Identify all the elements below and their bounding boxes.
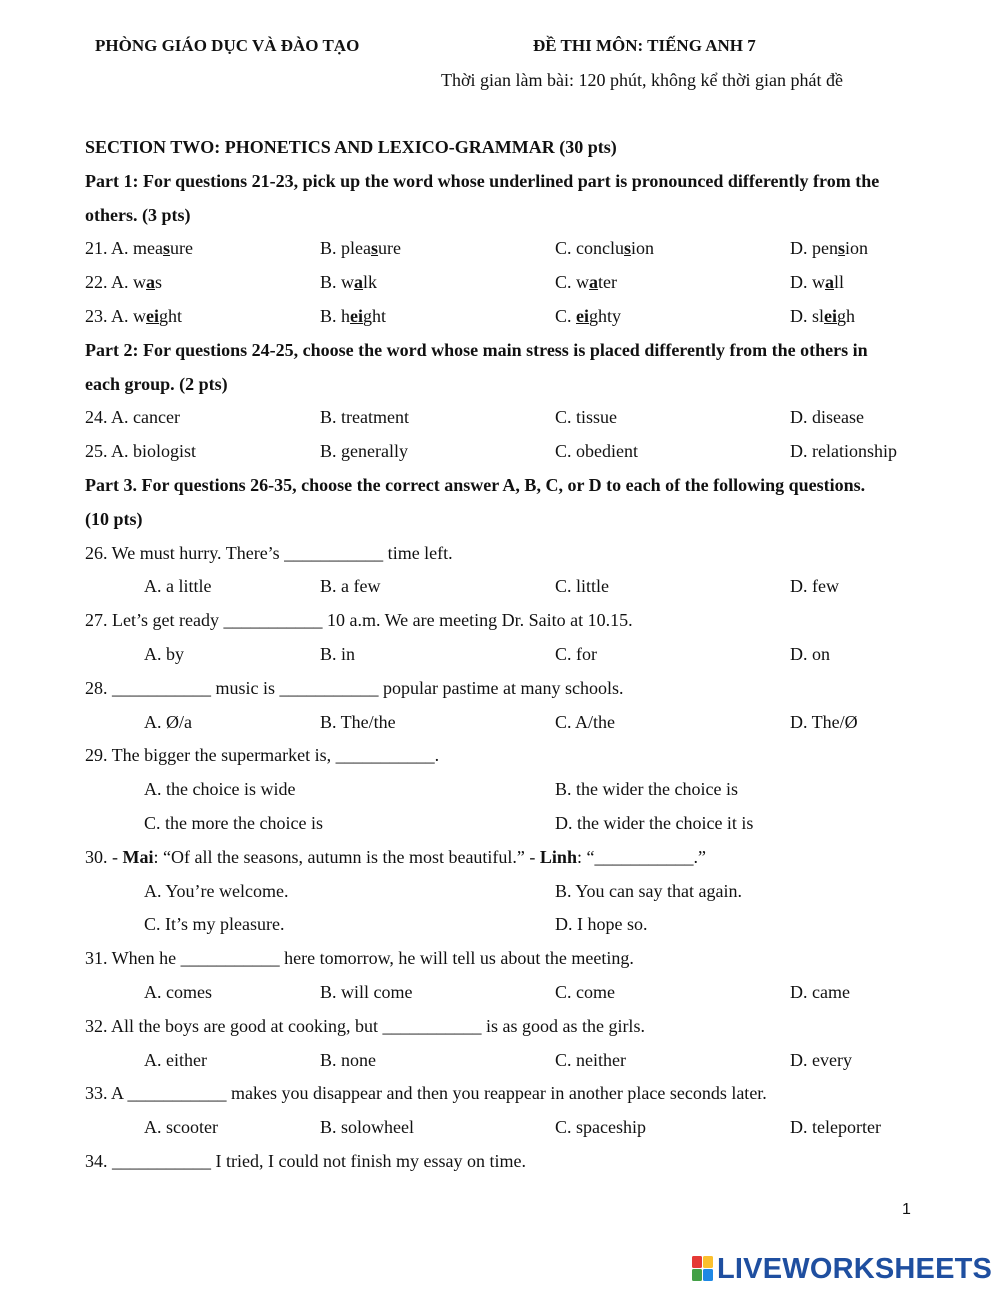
question-28-options: [85, 706, 955, 740]
liveworksheets-logo[interactable]: [692, 1252, 992, 1286]
option-31a[interactable]: A. comes: [144, 981, 212, 1002]
question-28-stem: 28. ___________ music is ___________ popular pastime at many schools.: [85, 677, 624, 698]
time-note: Thời gian làm bài: 120 phút, không kể thời gian phát đề: [441, 70, 843, 90]
speaker-linh: Linh: [539, 846, 577, 867]
part1-instruction-cont: others. (3 pts): [85, 204, 191, 225]
question-29-options-row1: [85, 773, 955, 807]
option-26a[interactable]: A. a little: [144, 576, 212, 597]
question-34-stem: 34. ___________ I tried, I could not finish my essay on time.: [85, 1150, 526, 1171]
part1-instruction: Part 1: For questions 21-23, pick up the word whose underlined part is pronounced differently from the: [85, 170, 880, 191]
option-23a[interactable]: 23. A. weight: [85, 305, 183, 326]
option-25a[interactable]: 25. A. biologist: [85, 441, 197, 462]
option-21c[interactable]: C. conclusion: [555, 238, 655, 259]
option-26c[interactable]: C. little: [555, 576, 609, 597]
option-24d[interactable]: D. disease: [790, 407, 864, 428]
question-27-options: [85, 638, 955, 672]
option-32d[interactable]: D. every: [790, 1049, 852, 1070]
speaker-mai: Mai: [122, 846, 154, 867]
question-25: [85, 435, 955, 469]
option-28c[interactable]: C. A/the: [555, 711, 616, 732]
option-27d[interactable]: D. on: [790, 643, 830, 664]
option-25d[interactable]: D. relationship: [790, 441, 897, 462]
question-21: [85, 232, 955, 266]
option-31c[interactable]: C. come: [555, 981, 615, 1002]
question-23: [85, 300, 955, 334]
part3-instruction-cont: (10 pts): [85, 508, 143, 529]
option-31d[interactable]: D. came: [790, 981, 850, 1002]
option-30d[interactable]: D. I hope so.: [555, 914, 648, 935]
option-33c[interactable]: C. spaceship: [555, 1117, 646, 1138]
option-22b[interactable]: B. walk: [320, 272, 378, 293]
question-24: [85, 401, 955, 435]
option-29c[interactable]: C. the more the choice is: [144, 812, 323, 833]
option-26b[interactable]: B. a few: [320, 576, 381, 597]
question-33-options: [85, 1111, 955, 1145]
liveworksheets-logo-icon: [692, 1256, 714, 1282]
question-30-stem: 30. - Mai: “Of all the seasons, autumn is the most beautiful.” - Linh: “___________.”: [85, 846, 706, 867]
option-30b[interactable]: B. You can say that again.: [555, 880, 742, 901]
option-30a[interactable]: A. You’re welcome.: [144, 880, 289, 901]
option-32a[interactable]: A. either: [144, 1049, 207, 1070]
option-27a[interactable]: A. by: [144, 643, 184, 664]
option-32b[interactable]: B. none: [320, 1049, 376, 1070]
question-33-stem: 33. A ___________ makes you disappear and then you reappear in another place seconds later.: [85, 1083, 767, 1104]
option-28a[interactable]: A. Ø/a: [144, 711, 192, 732]
question-27-stem: 27. Let’s get ready ___________ 10 a.m. We are meeting Dr. Saito at 10.15.: [85, 610, 633, 631]
option-25c[interactable]: C. obedient: [555, 441, 638, 462]
option-23b[interactable]: B. height: [320, 305, 387, 326]
option-29b[interactable]: B. the wider the choice is: [555, 779, 738, 800]
part2-instruction-cont: each group. (2 pts): [85, 373, 228, 394]
option-33b[interactable]: B. solowheel: [320, 1117, 414, 1138]
question-31-options: [85, 976, 955, 1010]
option-28d[interactable]: D. The/Ø: [790, 711, 858, 732]
option-30c[interactable]: C. It’s my pleasure.: [144, 914, 285, 935]
option-27b[interactable]: B. in: [320, 643, 356, 664]
department-heading: PHÒNG GIÁO DỤC VÀ ĐÀO TẠO: [95, 36, 360, 55]
option-22a[interactable]: 22. A. was: [85, 272, 163, 293]
option-21a[interactable]: 21. A. measure: [85, 238, 193, 259]
question-29-stem: 29. The bigger the supermarket is, ___________.: [85, 745, 440, 766]
part3-instruction: Part 3. For questions 26-35, choose the correct answer A, B, C, or D to each of the following questions.: [85, 474, 866, 495]
section-title: SECTION TWO: PHONETICS AND LEXICO-GRAMMAR (30 pts): [85, 137, 617, 157]
option-33d[interactable]: D. teleporter: [790, 1117, 881, 1138]
option-24b[interactable]: B. treatment: [320, 407, 409, 428]
option-22d[interactable]: D. wall: [790, 272, 845, 293]
question-22: [85, 266, 955, 300]
exam-title: ĐỀ THI MÔN: TIẾNG ANH 7: [533, 36, 756, 55]
question-32-stem: 32. All the boys are good at cooking, but ___________ is as good as the girls.: [85, 1015, 645, 1036]
option-23c[interactable]: C. eighty: [555, 305, 622, 326]
option-29a[interactable]: A. the choice is wide: [144, 779, 296, 800]
option-26d[interactable]: D. few: [790, 576, 839, 597]
part2-instruction: Part 2: For questions 24-25, choose the word whose main stress is placed differently from the others in: [85, 339, 868, 360]
question-29-options-row2: [85, 807, 955, 841]
option-21d[interactable]: D. pension: [790, 238, 869, 259]
option-25b[interactable]: B. generally: [320, 441, 408, 462]
page-number: 1: [902, 1201, 911, 1218]
option-21b[interactable]: B. pleasure: [320, 238, 401, 259]
question-30-options-row2: [85, 908, 955, 942]
question-32-options: [85, 1044, 955, 1078]
question-30-options-row1: [85, 875, 955, 909]
option-23d[interactable]: D. sleigh: [790, 305, 856, 326]
question-26-stem: 26. We must hurry. There’s ___________ time left.: [85, 542, 453, 563]
option-28b[interactable]: B. The/the: [320, 711, 396, 732]
exam-content: [85, 131, 955, 1179]
question-31-stem: 31. When he ___________ here tomorrow, he will tell us about the meeting.: [85, 948, 634, 969]
option-32c[interactable]: C. neither: [555, 1049, 626, 1070]
option-24a[interactable]: 24. A. cancer: [85, 407, 180, 428]
liveworksheets-logo-text: LIVEWORKSHEETS: [717, 1252, 993, 1285]
option-22c[interactable]: C. water: [555, 272, 617, 293]
option-31b[interactable]: B. will come: [320, 981, 413, 1002]
option-24c[interactable]: C. tissue: [555, 407, 618, 428]
question-26-options: [85, 570, 955, 604]
option-29d[interactable]: D. the wider the choice it is: [555, 812, 754, 833]
option-27c[interactable]: C. for: [555, 643, 597, 664]
option-33a[interactable]: A. scooter: [144, 1117, 218, 1138]
